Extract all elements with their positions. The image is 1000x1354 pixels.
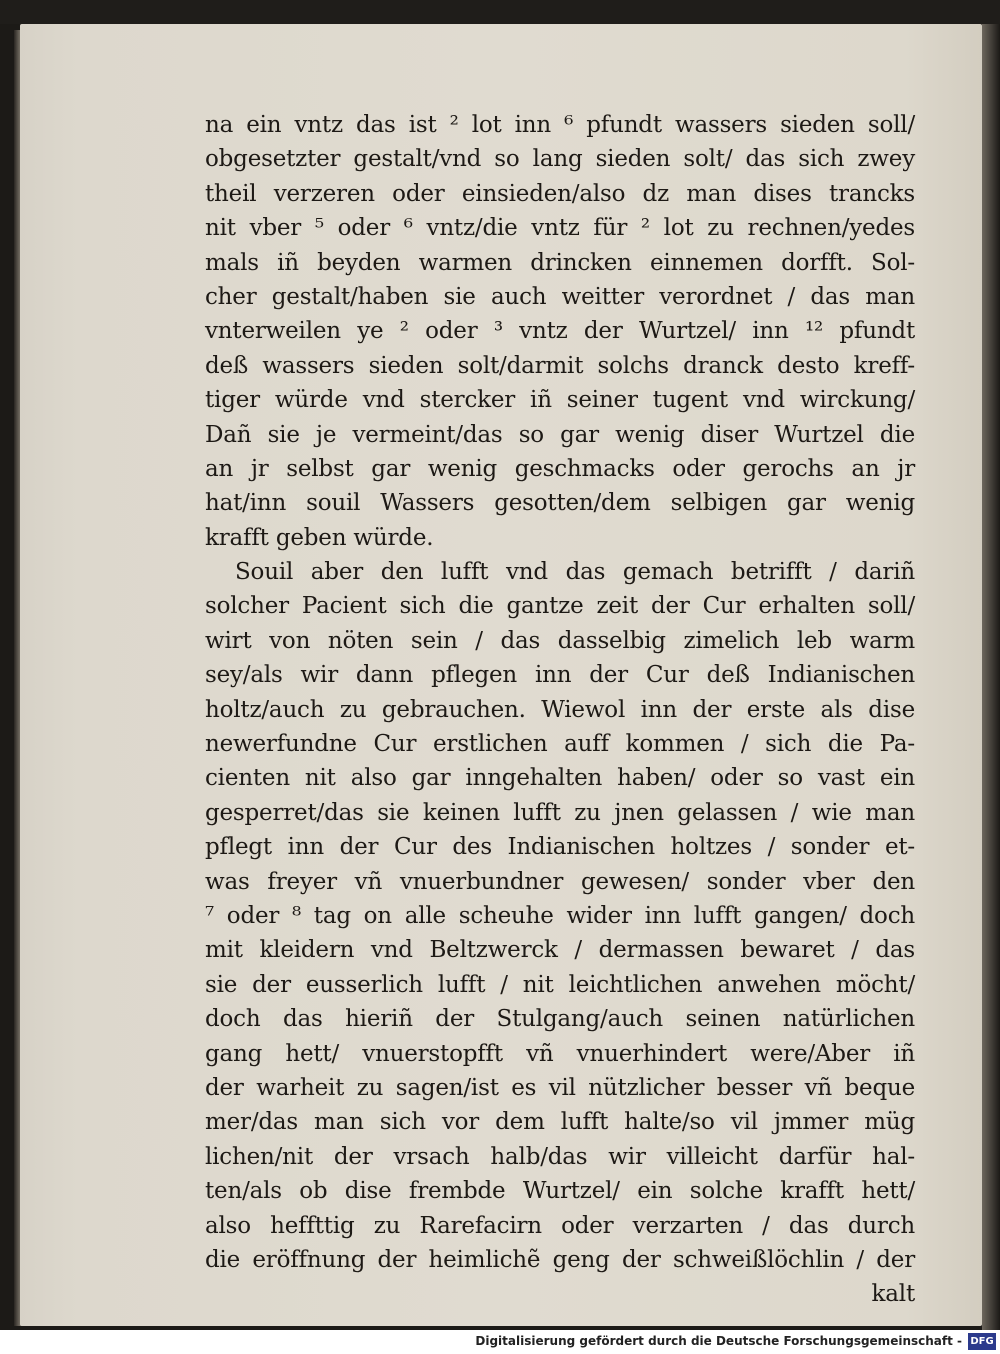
text-block — [205, 108, 915, 1312]
text-line: deß wassers sieden solt/darmit solchs dranck desto kreff- — [205, 352, 915, 379]
paragraph-start-line: Souil aber den lufft vnd das gemach betrifft / dariñ — [235, 559, 915, 586]
text-line: mals iñ beyden warmen drincken einnemen dorfft. Sol- — [205, 249, 915, 276]
text-line: tiger würde vnd stercker iñ seiner tugent vnd wirckung/ — [205, 387, 915, 414]
text-line: was freyer vñ vnuerbundner gewesen/ sonder vber den — [205, 868, 915, 895]
text-line: na ein vntz das ist ² lot inn ⁶ pfundt wassers sieden soll/ — [205, 112, 915, 138]
text-line: gesperret/das sie keinen lufft zu jnen gelassen / wie man — [205, 799, 915, 826]
text-line: cienten nit also gar inngehalten haben/ oder so vast ein — [205, 765, 915, 792]
text-line: wirt von nöten sein / das dasselbig zimelich leb warm — [205, 627, 915, 654]
footer-bar — [0, 1330, 1000, 1354]
text-line: mer/das man sich vor dem lufft halte/so vil jmmer müg — [205, 1109, 915, 1136]
text-line: theil verzeren oder einsieden/also dz man dises trancks — [205, 180, 915, 207]
text-line: nit vber ⁵ oder ⁶ vntz/die vntz für ² lot zu rechnen/yedes — [205, 215, 915, 242]
text-line: vnterweilen ye ² oder ³ vntz der Wurtzel/ inn ¹² pfundt — [205, 318, 915, 345]
text-line: obgesetzter gestalt/vnd so lang sieden solt/ das sich zwey — [205, 146, 915, 173]
text-line: cher gestalt/haben sie auch weitter verordnet / das man — [205, 283, 915, 310]
text-line: der warheit zu sagen/ist es vil nützlicher besser vñ beque — [205, 1074, 915, 1101]
text-line: doch das hieriñ der Stulgang/auch seinen natürlichen — [205, 1006, 915, 1033]
text-line: lichen/nit der vrsach halb/das wir villeicht darfür hal- — [205, 1143, 915, 1170]
text-line: pflegt inn der Cur des Indianischen holtzes / sonder et- — [205, 834, 915, 861]
text-line: gang hett/ vnuerstopfft vñ vnuerhindert were/Aber iñ — [205, 1040, 915, 1067]
text-line: an jr selbst gar wenig geschmacks oder gerochs an jr — [205, 455, 915, 482]
text-line: ten/als ob dise frembde Wurtzel/ ein solche krafft hett/ — [205, 1178, 915, 1205]
text-line: die eröffnung der heimlichẽ geng der schweißlöchlin / der — [205, 1246, 915, 1273]
text-line: Dañ sie je vermeint/das so gar wenig diser Wurtzel die — [205, 421, 915, 448]
scan-background — [0, 0, 1000, 24]
paragraph-end-line: krafft geben würde. — [205, 524, 434, 551]
funding-credit: Digitalisierung gefördert durch die Deutsche Forschungsgemeinschaft - — [475, 1334, 962, 1348]
page-edge-right — [982, 24, 1000, 1330]
text-line: also heffttig zu Rarefacirn oder verzarten / das durch — [205, 1212, 915, 1239]
text-line: hat/inn souil Wassers gesotten/dem selbigen gar wenig — [205, 490, 915, 517]
text-line: sey/als wir dann pflegen inn der Cur deß Indianischen — [205, 662, 915, 689]
text-line: newerfundne Cur erstlichen auff kommen / sich die Pa- — [205, 731, 915, 758]
text-line: sie der eusserlich lufft / nit leichtlichen anwehen möcht/ — [205, 971, 915, 998]
text-line: holtz/auch zu gebrauchen. Wiewol inn der erste als dise — [205, 696, 915, 723]
text-line: ⁷ oder ⁸ tag on alle scheuhe wider inn lufft gangen/ doch — [205, 902, 915, 929]
catchword: kalt — [871, 1281, 915, 1308]
text-line: solcher Pacient sich die gantze zeit der Cur erhalten soll/ — [205, 593, 915, 620]
text-line: mit kleidern vnd Beltzwerck / dermassen bewaret / das — [205, 937, 915, 964]
dfg-logo: DFG — [968, 1333, 996, 1350]
